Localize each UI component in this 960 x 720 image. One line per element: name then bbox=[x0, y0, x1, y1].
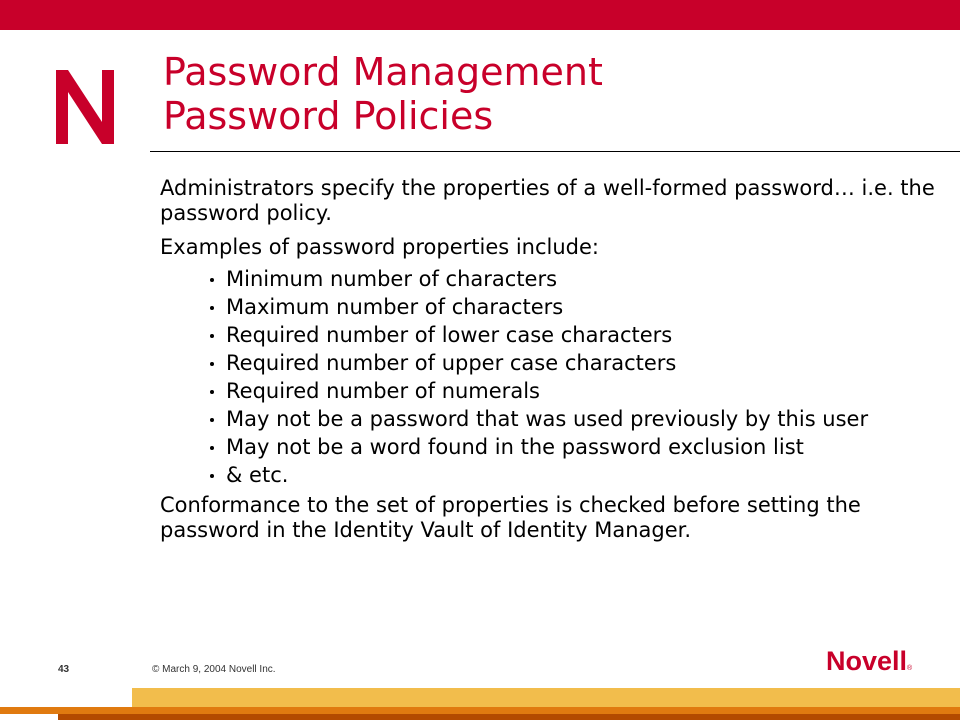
list-item-text: Maximum number of characters bbox=[226, 295, 564, 319]
novell-wordmark-logo bbox=[826, 646, 912, 684]
registered-mark: ® bbox=[907, 665, 913, 672]
list-item-text: Required number of lower case characters bbox=[226, 323, 673, 347]
list-item bbox=[210, 267, 940, 292]
title-line-1: Password Management bbox=[163, 50, 603, 94]
list-item bbox=[210, 407, 940, 432]
list-item bbox=[210, 323, 940, 348]
novell-n-logo-icon bbox=[56, 70, 114, 144]
bullet-icon bbox=[210, 446, 214, 450]
bottom-bar-orange bbox=[0, 707, 960, 714]
page-number: 43 bbox=[58, 664, 70, 675]
examples-heading: Examples of password properties include: bbox=[160, 235, 600, 259]
list-item-text: May not be a password that was used previously by this user bbox=[226, 407, 869, 431]
bullet-icon bbox=[210, 278, 214, 282]
top-red-bar bbox=[0, 0, 960, 30]
bullet-icon bbox=[210, 334, 214, 338]
bullet-icon bbox=[210, 418, 214, 422]
intro-paragraph: Administrators specify the properties of a well-formed password… i.e. the password policy. bbox=[160, 176, 935, 225]
bullet-icon bbox=[210, 390, 214, 394]
slide-title bbox=[163, 50, 603, 138]
list-item bbox=[210, 351, 940, 376]
list-item-text: Required number of numerals bbox=[226, 379, 540, 403]
bottom-bar-light bbox=[132, 688, 960, 707]
title-line-2: Password Policies bbox=[163, 94, 494, 138]
property-list bbox=[160, 267, 940, 488]
copyright-notice: © March 9, 2004 Novell Inc. bbox=[152, 664, 276, 675]
list-item-text: Minimum number of characters bbox=[226, 267, 558, 291]
title-divider bbox=[150, 151, 960, 152]
list-item-text: May not be a word found in the password exclusion list bbox=[226, 435, 804, 459]
bullet-icon bbox=[210, 362, 214, 366]
bottom-bar-dark bbox=[58, 714, 960, 720]
list-item bbox=[210, 463, 940, 488]
conclusion-paragraph: Conformance to the set of properties is checked before setting the password in the Identity Vault of Identity Manager. bbox=[160, 493, 861, 542]
list-item bbox=[210, 435, 940, 460]
list-item-text: & etc. bbox=[226, 463, 289, 487]
list-item-text: Required number of upper case characters bbox=[226, 351, 677, 375]
bullet-icon bbox=[210, 474, 214, 478]
slide-body bbox=[160, 176, 940, 543]
bullet-icon bbox=[210, 306, 214, 310]
brand-name: Novell bbox=[826, 646, 908, 676]
list-item bbox=[210, 295, 940, 320]
list-item bbox=[210, 379, 940, 404]
